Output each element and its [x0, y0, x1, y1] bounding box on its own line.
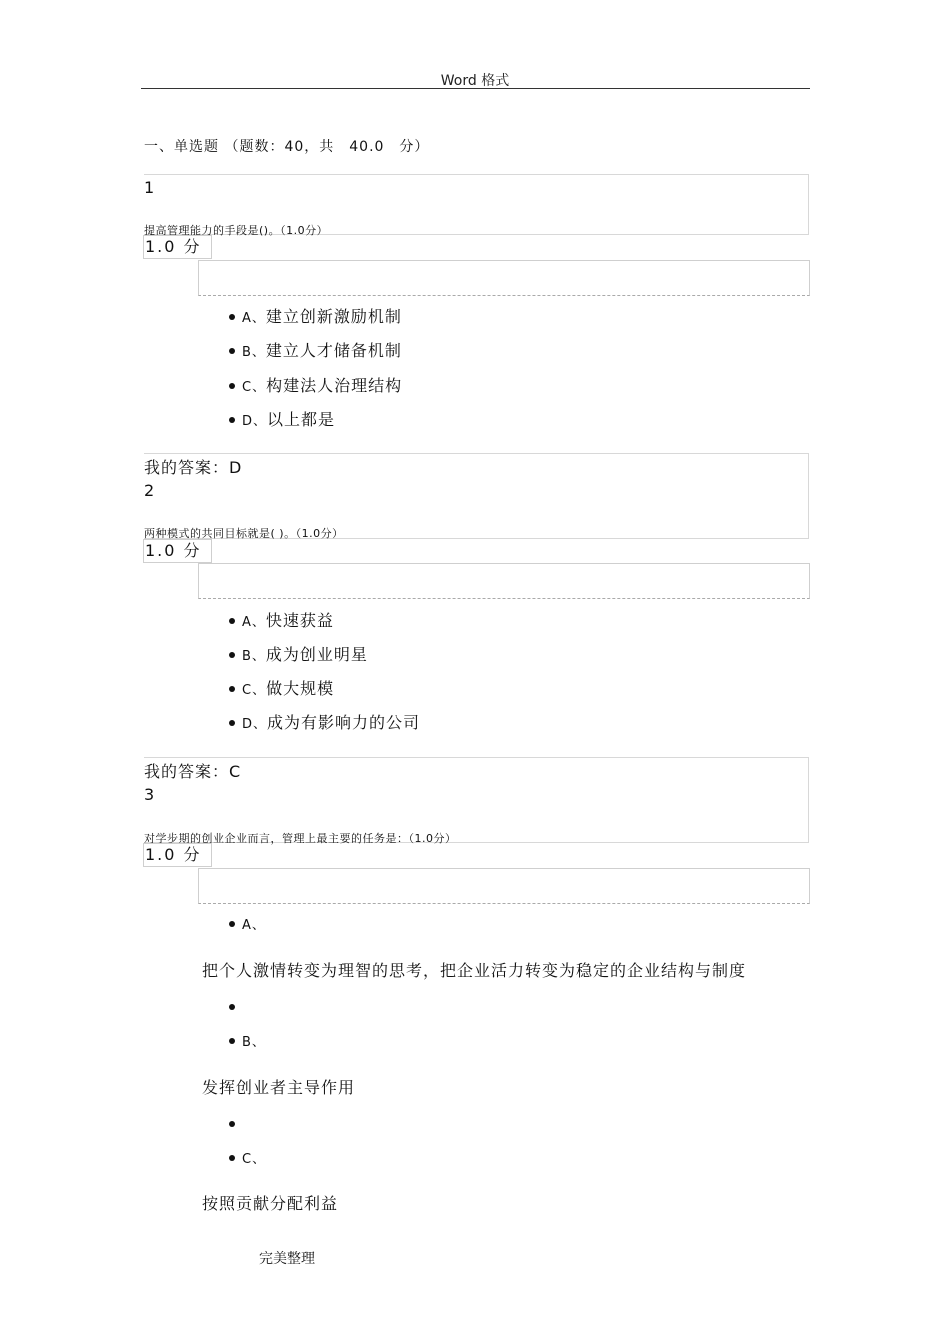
question-3-empty-bullet-1	[229, 997, 242, 1016]
question-3-answer-box[interactable]	[198, 868, 810, 904]
page-header: Word 格式	[440, 73, 510, 89]
question-1-option-d[interactable]: D、以上都是	[229, 407, 335, 430]
question-2-my-answer: 我的答案：C	[144, 762, 242, 781]
bullet-icon	[229, 383, 235, 389]
bullet-icon	[229, 417, 235, 423]
question-3-option-b[interactable]: B、	[229, 1031, 266, 1050]
question-3-text: 对学步期的创业企业而言，管理上最主要的任务是：（1.0分）	[144, 832, 457, 845]
bullet-icon	[229, 1038, 235, 1044]
bullet-icon	[229, 720, 235, 726]
header-divider	[141, 88, 810, 89]
question-2-text: 两种模式的共同目标就是( )。（1.0分）	[144, 527, 344, 540]
bullet-icon	[229, 1155, 235, 1161]
question-2-score: 1.0 分	[143, 539, 212, 563]
question-1-option-c[interactable]: C、构建法人治理结构	[229, 373, 402, 396]
question-1-score: 1.0 分	[143, 235, 212, 259]
question-3-number: 3	[144, 785, 155, 804]
question-3-option-c[interactable]: C、	[229, 1148, 266, 1167]
question-2-number: 2	[144, 481, 155, 500]
question-2-option-d[interactable]: D、成为有影响力的公司	[229, 710, 420, 733]
question-1-option-a[interactable]: A、建立创新激励机制	[229, 304, 402, 327]
section-heading: 一、单选题 （题数：40，共 40.0 分）	[144, 139, 430, 155]
bullet-icon	[229, 348, 235, 354]
question-3-score: 1.0 分	[143, 843, 212, 867]
question-3-option-a[interactable]: A、	[229, 914, 266, 933]
bullet-icon	[229, 1004, 235, 1010]
bullet-icon	[229, 1121, 235, 1127]
question-3-empty-bullet-2	[229, 1114, 242, 1133]
question-3-option-a-text: 把个人激情转变为理智的思考，把企业活力转变为稳定的企业结构与制度	[202, 961, 747, 980]
question-2-option-a[interactable]: A、快速获益	[229, 608, 334, 631]
question-3-option-b-text: 发挥创业者主导作用	[202, 1078, 356, 1097]
question-2-option-c[interactable]: C、做大规模	[229, 676, 334, 699]
question-1-text: 提高管理能力的手段是()。（1.0分）	[144, 224, 329, 237]
question-2-option-b[interactable]: B、成为创业明星	[229, 642, 368, 665]
page-footer: 完美整理	[259, 1251, 315, 1267]
bullet-icon	[229, 652, 235, 658]
bullet-icon	[229, 314, 235, 320]
question-1-answer-box[interactable]	[198, 260, 810, 296]
bullet-icon	[229, 618, 235, 624]
bullet-icon	[229, 921, 235, 927]
question-3-option-c-text: 按照贡献分配利益	[202, 1194, 339, 1213]
question-1-my-answer: 我的答案：D	[144, 458, 243, 477]
question-2-answer-box[interactable]	[198, 563, 810, 599]
bullet-icon	[229, 686, 235, 692]
question-1-option-b[interactable]: B、建立人才储备机制	[229, 338, 402, 361]
question-1-number: 1	[144, 178, 155, 197]
